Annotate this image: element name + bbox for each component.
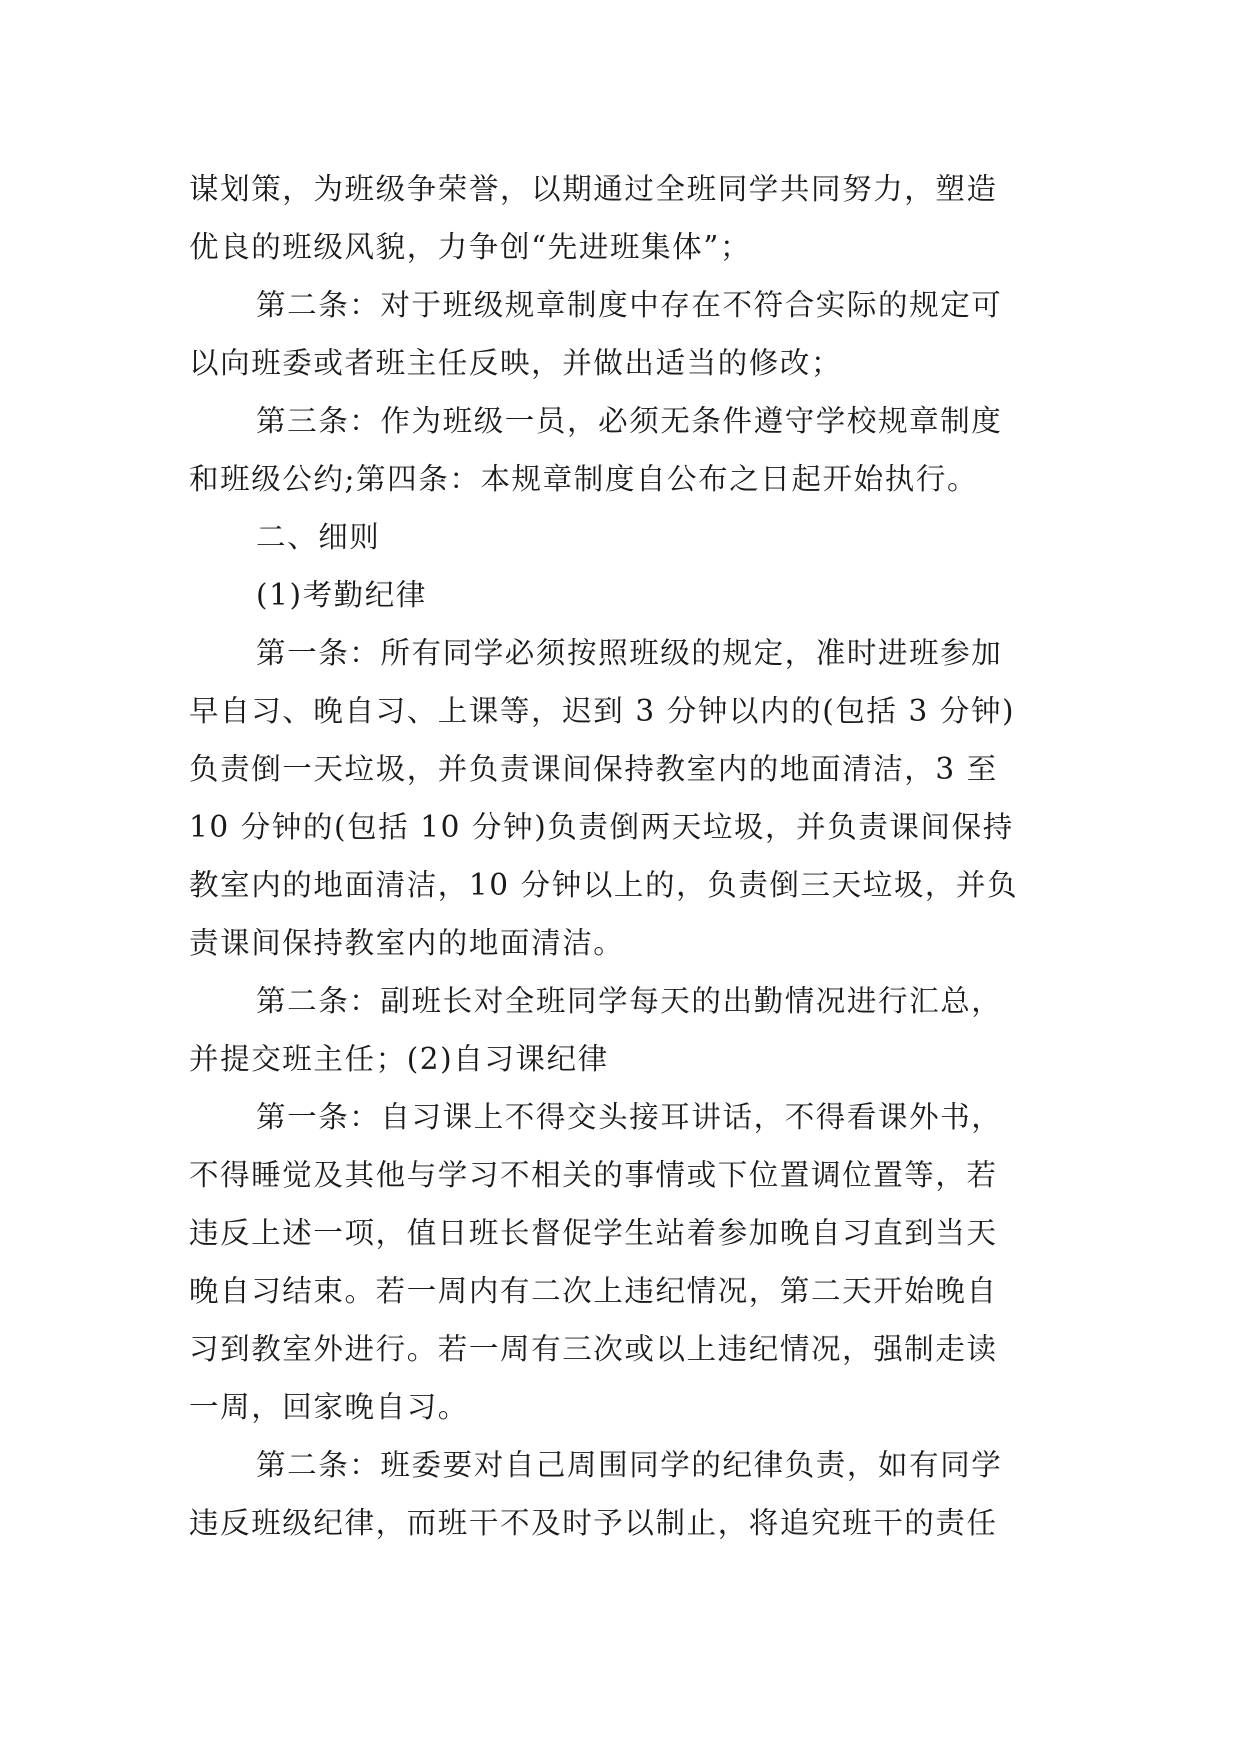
text-line: 第三条：作为班级一员，必须无条件遵守学校规章制度 <box>256 404 1003 438</box>
text-line: 第一条：自习课上不得交头接耳讲话，不得看课外书， <box>256 1100 1003 1134</box>
text-line: 谋划策，为班级争荣誉，以期通过全班同学共同努力，塑造 <box>189 172 998 206</box>
text-line: 违反上述一项，值日班长督促学生站着参加晚自习直到当天 <box>189 1216 998 1250</box>
text-line: 10 分钟的(包括 10 分钟)负责倒两天垃圾，并负责课间保持 <box>189 810 1014 844</box>
text-line: 第二条：副班长对全班同学每天的出勤情况进行汇总， <box>256 984 1003 1018</box>
text-line: 第二条：对于班级规章制度中存在不符合实际的规定可 <box>256 288 1003 322</box>
text-line: 不得睡觉及其他与学习不相关的事情或下位置调位置等，若 <box>189 1158 998 1192</box>
text-line: 并提交班主任；(2)自习课纪律 <box>189 1042 609 1076</box>
subsection-heading: (1)考勤纪律 <box>256 578 427 612</box>
text-line: 优良的班级风貌，力争创“先进班集体”； <box>189 230 752 264</box>
text-line: 教室内的地面清洁，10 分钟以上的，负责倒三天垃圾，并负 <box>189 868 1019 902</box>
text-line: 习到教室外进行。若一周有三次或以上违纪情况，强制走读 <box>189 1332 998 1366</box>
text-line: 和班级公约;第四条：本规章制度自公布之日起开始执行。 <box>189 462 979 496</box>
text-line: 晚自习结束。若一周内有二次上违纪情况，第二天开始晚自 <box>189 1274 998 1308</box>
text-line: 第二条：班委要对自己周围同学的纪律负责，如有同学 <box>256 1448 1003 1482</box>
text-line: 早自习、晚自习、上课等，迟到 3 分钟以内的(包括 3 分钟) <box>189 694 1016 728</box>
text-line: 负责倒一天垃圾，并负责课间保持教室内的地面清洁，3 至 <box>189 752 998 786</box>
text-line: 违反班级纪律，而班干不及时予以制止，将追究班干的责任 <box>189 1506 998 1540</box>
section-heading: 二、细则 <box>256 520 381 554</box>
text-line: 责课间保持教室内的地面清洁。 <box>189 926 625 960</box>
text-line: 第一条：所有同学必须按照班级的规定，准时进班参加 <box>256 636 1003 670</box>
text-line: 一周，回家晚自习。 <box>189 1390 469 1424</box>
text-line: 以向班委或者班主任反映，并做出适当的修改； <box>189 346 843 380</box>
document-body <box>189 160 1069 1552</box>
